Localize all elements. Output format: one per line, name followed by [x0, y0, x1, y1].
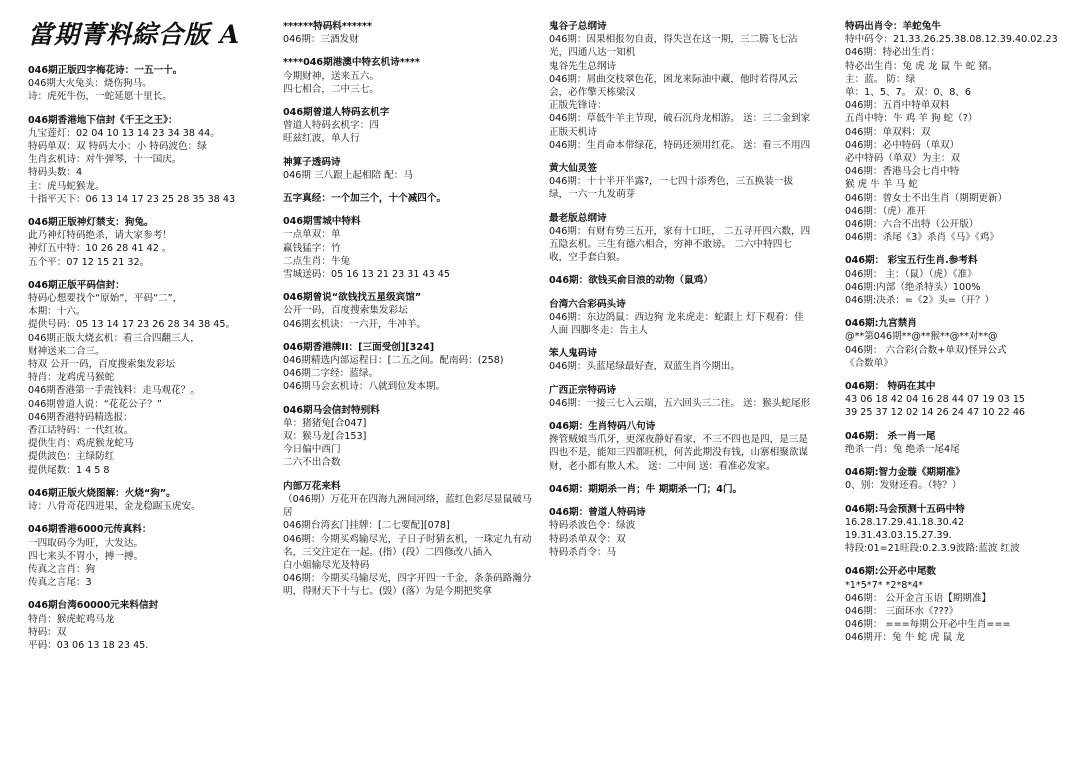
- section-line: 046期：因果相报勿自责，得失岂在这一期，三二腾飞七沾光，四通八达一知机: [549, 34, 798, 59]
- section-line: 白小姐输尽光及特码: [283, 559, 370, 571]
- section-line: 平码：03 06 13 18 23 45.: [28, 639, 149, 651]
- section-heading: 广西正宗特码诗: [549, 384, 617, 396]
- section-heading: 五字真经：一个加三个，十个减四个。: [283, 193, 447, 205]
- section-line: 046期： 六合彩(合数+单双)怪异公式: [845, 344, 1007, 356]
- section-line: 特肖：猴虎蛇鸡马龙: [28, 613, 115, 625]
- section-heading: 笨人鬼码诗: [549, 348, 597, 360]
- section-line: 046期 三八跟上起相陪 配：马: [283, 169, 413, 181]
- article-section: [549, 347, 811, 373]
- article-section: [845, 430, 1073, 456]
- article-section: [283, 341, 535, 394]
- section-line: 046期马会玄机诗：八就到位发本期。: [283, 381, 446, 393]
- section-line: 九宝莲灯：02 04 10 13 14 23 34 38 44。: [28, 127, 220, 139]
- section-heading: 046期曾道人特码玄机字: [283, 107, 390, 119]
- section-heading: 046期：期期杀一肖；牛 期期杀一门；4门。: [549, 483, 743, 495]
- section-line: 必中特码（单双）为主：双: [845, 153, 961, 165]
- section-line: 特中码令：21.33.26.25.38.08.12.39.40.02.23: [845, 34, 1058, 46]
- column-1: [28, 20, 274, 752]
- section-line: 传真之言尾：3: [28, 577, 92, 589]
- article-section: [549, 274, 811, 287]
- section-line: 特码头数：4: [28, 167, 83, 179]
- section-line: 046期： 主：（鼠）（虎）《准》: [845, 268, 977, 280]
- section-line: 046期:决杀：=《2》头=（开？）: [845, 295, 995, 307]
- article-section: [283, 215, 535, 281]
- section-heading: 046期：欲钱买俞目浪的动物（鼠鸡）: [549, 275, 713, 287]
- article-section: [283, 56, 535, 96]
- section-line: 046期：（虎）准开: [845, 205, 926, 217]
- section-line: 今期财神，送来五六。: [283, 70, 379, 82]
- section-line: 特码单双：双 特码大小：小 特码波色：绿: [28, 141, 207, 153]
- section-line: 046期香港特码精选报：: [28, 411, 133, 423]
- section-line: 046期：头蓝尾绿最好查，双蓝生肖今期出。: [549, 361, 740, 373]
- section-line: 单：1、5、7。 双：0、8、6: [845, 87, 972, 99]
- section-line: 曾道人特码玄机字：四: [283, 120, 379, 132]
- section-heading: 046期曾说“欲钱找五星级宾馆”: [283, 292, 422, 304]
- section-heading: ******特码料******: [283, 21, 372, 32]
- page-title: 當期菁料綜合版 A: [28, 20, 241, 49]
- section-heading: 046期:马会预测十五码中特: [845, 503, 965, 515]
- section-heading: 046期： 杀一肖一尾: [845, 430, 936, 442]
- section-heading: 046期雪城中特料: [283, 216, 361, 228]
- article-section: [28, 599, 274, 652]
- section-line: 046期：必中特码（单双）: [845, 139, 960, 151]
- section-line: 046期：草低牛羊主节现，破石沉舟龙相游。 送：三二金到家: [549, 113, 811, 125]
- article-section: [283, 192, 535, 205]
- column-2: [283, 20, 535, 752]
- section-line: 046期： 三面环水《???》: [845, 605, 959, 617]
- article-section: [28, 487, 274, 513]
- article-section: [549, 384, 811, 410]
- section-line: 046期：一接三七入云端，五六回头三二往。 送：猴头蛇尾形: [549, 397, 811, 409]
- section-line: 公开一码，百度搜索集发彩坛: [283, 305, 408, 317]
- section-line: 046期：今期买鸡输尽光，子日子时猜玄机，一珠定九有动名，三交注定在一起。(指）(段）二四修改八插入: [283, 533, 532, 558]
- article-section: [28, 216, 274, 269]
- section-line: 046期精选内部运程日：[二五之间。配南码：(258): [283, 355, 504, 367]
- section-line: 特段:01=21旺段:0.2.3.9波路:蓝波 红波: [845, 543, 1020, 555]
- section-line: 特肖：龙鸡虎马猴蛇: [28, 372, 115, 384]
- section-heading: 046期正版火烧图解：火烧“狗”。: [28, 487, 176, 499]
- section-line: 046期开：兔 牛 蛇 虎 鼠 龙: [845, 632, 965, 644]
- section-line: 43 06 18 42 04 16 28 44 07 19 03 15: [845, 394, 1026, 406]
- section-line: 特码杀波色令：绿波: [549, 520, 636, 532]
- section-heading: 046期香港地下信封《千王之王》：: [28, 114, 178, 126]
- article-section: [845, 466, 1073, 492]
- section-line: *1*5*7* *2*8*4*: [845, 579, 924, 591]
- article-section: [845, 565, 1073, 644]
- section-line: 五个平：07 12 15 21 32。: [28, 256, 150, 268]
- section-line: 046期：杀尾《3》杀肖《马》《鸡》: [845, 232, 999, 244]
- section-line: 046期台湾玄门挂牌：[二七要配][078]: [283, 520, 450, 532]
- section-line: 雪城送码：05 16 13 21 23 31 43 45: [283, 269, 450, 281]
- section-line: 046期：生肖命本带绿花，特码还须用红花。 送：看三不用四: [549, 139, 811, 151]
- section-line: 主：虎马蛇猴龙。: [28, 180, 105, 192]
- section-line: 046期： ===每期公开必中生肖===: [845, 619, 1011, 631]
- column-3: [549, 20, 811, 752]
- section-heading: 046期:九宫禁肖: [845, 318, 917, 330]
- article-section: [283, 480, 535, 599]
- section-heading: 046期正版四字梅花诗：一五一十。: [28, 65, 183, 76]
- section-line: 提供生肖：鸡虎猴龙蛇马: [28, 438, 134, 450]
- article-section: [549, 506, 811, 559]
- section-heading: 046期:公开必中尾数: [845, 566, 937, 578]
- section-line: 046期： 公开金言玉语【期期准】: [845, 592, 992, 604]
- section-line: 《合数单》: [845, 357, 893, 369]
- article-section: [28, 279, 274, 477]
- section-line: 香江话特码：一代红妆。: [28, 425, 134, 437]
- section-line: 046期曾道人说：“花花公子？”: [28, 398, 162, 410]
- section-line: 生肖玄机诗：对牛弹琴，十一国庆。: [28, 154, 182, 166]
- section-line: 双：猴马龙[合153]: [283, 431, 367, 443]
- article-section: [283, 156, 535, 182]
- section-line: 39 25 37 12 02 14 26 24 47 10 22 46: [845, 407, 1026, 419]
- section-line: 二六不出合数: [283, 457, 341, 469]
- article-section: [845, 503, 1073, 556]
- article-section: [28, 523, 274, 589]
- section-line: 046期：有财有势三五开，家有十口旺， 二五寻开四六数，四五隐玄机。三生有德六相合，穷神不敢谤。 二六中特四七收，空手套白狼。: [549, 225, 811, 264]
- section-heading: 鬼谷子总纲诗: [549, 21, 607, 32]
- section-line: 诗：八骨奇花四进果，金龙稳踞玉虎安。: [28, 501, 201, 513]
- section-heading: 台湾六合彩码头诗: [549, 298, 626, 310]
- section-heading: 046期正版神灯禁支：狗兔。: [28, 217, 154, 229]
- section-line: 046期：今期买马输尽光，四字开四一千金，条条码路瀚分明，得财天下十与七。(毁）(落）为是今期把奖拿: [283, 573, 532, 598]
- section-line: 046期二字经：蓝绿。: [283, 368, 379, 380]
- section-line: 提供尾数：1 4 5 8: [28, 464, 110, 476]
- section-line: 特码心想要找个“原始”，平码“二”，: [28, 293, 183, 305]
- section-line: 046期：单双料：双: [845, 126, 931, 138]
- section-line: 特码：双: [28, 626, 67, 638]
- section-line: 此乃神灯特码绝杀，请大家参考！: [28, 230, 172, 242]
- section-line: 046期：香港马会七肖中特: [845, 166, 960, 178]
- section-line: 四七相合，二中三七。: [283, 83, 379, 95]
- article-section: [549, 212, 811, 265]
- section-heading: 内部万花来料: [283, 480, 341, 492]
- section-heading: 046期:智力金璇《期期准》: [845, 467, 965, 479]
- section-line: 046期：十十半开半露?，一七四十添秀色，三五换装一拔绿，一六一九发萌芽: [549, 176, 794, 201]
- section-line: 一四取码今为旺，大发达。: [28, 537, 144, 549]
- section-line: 传真之言肖：狗: [28, 563, 96, 575]
- section-line: 特必出生肖：兔 虎 龙 鼠 牛 蛇 猪。: [845, 60, 998, 72]
- section-line: 046期：六合不出特（公开版）: [845, 219, 979, 231]
- section-line: 搀管贼娘当爪牙，更深夜静好看家，不三不四也是四，是三是四也不是，能知三四都旺机，何苦此期没有钱，山寨相聚欲谋财，老小都有欺人术。 送：二中间 送：看准必发家。: [549, 434, 809, 472]
- section-line: 四七来头不胃小，搏一搏。: [28, 550, 144, 562]
- section-line: 046期：特必出生肖：: [845, 47, 941, 59]
- section-line: 正版天机诗: [549, 126, 597, 138]
- section-line: @**第046期**@**猴**@**对**@: [845, 331, 998, 343]
- section-heading: 046期： 特码在其中: [845, 381, 936, 393]
- section-line: 鬼谷先生总纲诗: [549, 60, 617, 72]
- section-line: 046期：五肖中特单双料: [845, 100, 950, 112]
- section-heading: 046期香港牌II：[三面受创][324]: [283, 341, 435, 353]
- section-line: 正版先锋诗：: [549, 100, 607, 112]
- section-line: 神灯五中特：10 26 28 41 42 。: [28, 243, 172, 255]
- section-line: 0、别：发财还看。（特？）: [845, 480, 962, 492]
- section-line: 诗：虎死牛伤，一蛇延愿十里长。: [28, 91, 172, 103]
- section-heading: 046期： 彩宝五行生肖.参考料: [845, 255, 978, 267]
- section-line: 19.31.43.03.15.27.39.: [845, 529, 952, 541]
- section-line: 一点单双：单: [283, 229, 341, 241]
- section-heading: 046期香港6000元传真料：: [28, 524, 152, 536]
- section-line: 绝杀一肖：兔 绝杀一尾4尾: [845, 443, 960, 455]
- article-section: [845, 380, 1073, 420]
- article-section: [549, 162, 811, 202]
- section-heading: 最老版总纲诗: [549, 212, 607, 224]
- section-line: 特码杀肖令：马: [549, 546, 617, 558]
- section-line: 十指平天下：06 13 14 17 23 25 28 35 38 43: [28, 193, 236, 205]
- section-line: 五肖中特：牛 鸡 羊 狗 蛇（?）: [845, 113, 978, 125]
- section-line: 旺兹红波，单人行: [283, 133, 360, 145]
- article-section: [845, 317, 1073, 370]
- article-section: [283, 404, 535, 470]
- article-section: [549, 483, 811, 496]
- section-line: 财神送来二合三。: [28, 345, 105, 357]
- article-section: [283, 20, 535, 46]
- section-heading: 046期：曾道人特码诗: [549, 507, 646, 519]
- section-line: 046期：曾女士不出生肖（期期更新）: [845, 192, 1008, 204]
- section-line: 046期：屑曲交枝翠色花，困龙来际油中藏，他时若得风云会，必作擎天栋梁汉: [549, 73, 798, 99]
- column-4: [845, 20, 1073, 752]
- article-section: [845, 254, 1073, 307]
- section-heading: 046期台湾60000元来料信封: [28, 600, 159, 612]
- section-line: 046期大火兔头：烧伤狗马。: [28, 78, 152, 90]
- section-line: 特码杀单双令：双: [549, 533, 626, 545]
- section-heading: ****046期港澳中特玄机诗****: [283, 57, 420, 69]
- article-section: [28, 64, 274, 104]
- section-heading: 046期马会信封特别料: [283, 404, 380, 416]
- section-line: 046期：东边鸽鼠：西边狗 龙来虎走：蛇跟上 灯下观看：佳人面 四脚冬走：告主人: [549, 311, 804, 337]
- section-line: 046期玄机诀：一六开，牛冲羊。: [283, 318, 427, 330]
- section-heading: 046期：生肖特码八句诗: [549, 421, 656, 433]
- section-line: 046期:内部（绝杀特头）100%: [845, 281, 981, 293]
- section-line: 主：蓝。 防：绿: [845, 73, 916, 85]
- section-heading: 特码出肖令：羊蛇兔牛: [845, 21, 941, 32]
- section-line: 单：猪猪兔[合047]: [283, 417, 367, 429]
- section-line: 提供波色：主绿防红: [28, 451, 115, 463]
- article-section: [549, 420, 811, 473]
- article-section: [283, 291, 535, 331]
- section-line: 046期正版大烧玄机：看三合四翻三人，: [28, 332, 200, 344]
- section-heading: 黄大仙灵签: [549, 163, 597, 175]
- article-section: [549, 20, 811, 152]
- section-line: 046期香港第一手震钱料：走马观花？。: [28, 385, 200, 397]
- article-section: [549, 298, 811, 338]
- section-heading: 046期正版平码信封：: [28, 279, 125, 291]
- article-section: [845, 20, 1073, 244]
- article-section: [283, 106, 535, 146]
- section-heading: 神算子透码诗: [283, 156, 341, 168]
- section-line: 今日偏中西门: [283, 444, 341, 456]
- section-line: 猴 虎 牛 羊 马 蛇: [845, 179, 918, 191]
- section-line: 046期：三酒发财: [283, 34, 359, 46]
- section-line: 特双 公开一码，百度搜索集发彩坛: [28, 359, 175, 371]
- section-line: 本期：十六。: [28, 306, 86, 318]
- section-line: 16.28.17.29.41.18.30.42: [845, 516, 965, 528]
- section-line: 提供号码：05 13 14 17 23 26 28 34 38 45。: [28, 319, 236, 331]
- section-line: （046期）万花开在四海九洲间河络，蓝红色彩尽显鼠破马居: [283, 493, 532, 519]
- section-line: 二点生肖：牛兔: [283, 255, 351, 267]
- section-line: 赢钱猛字：竹: [283, 242, 341, 254]
- article-section: [28, 114, 274, 206]
